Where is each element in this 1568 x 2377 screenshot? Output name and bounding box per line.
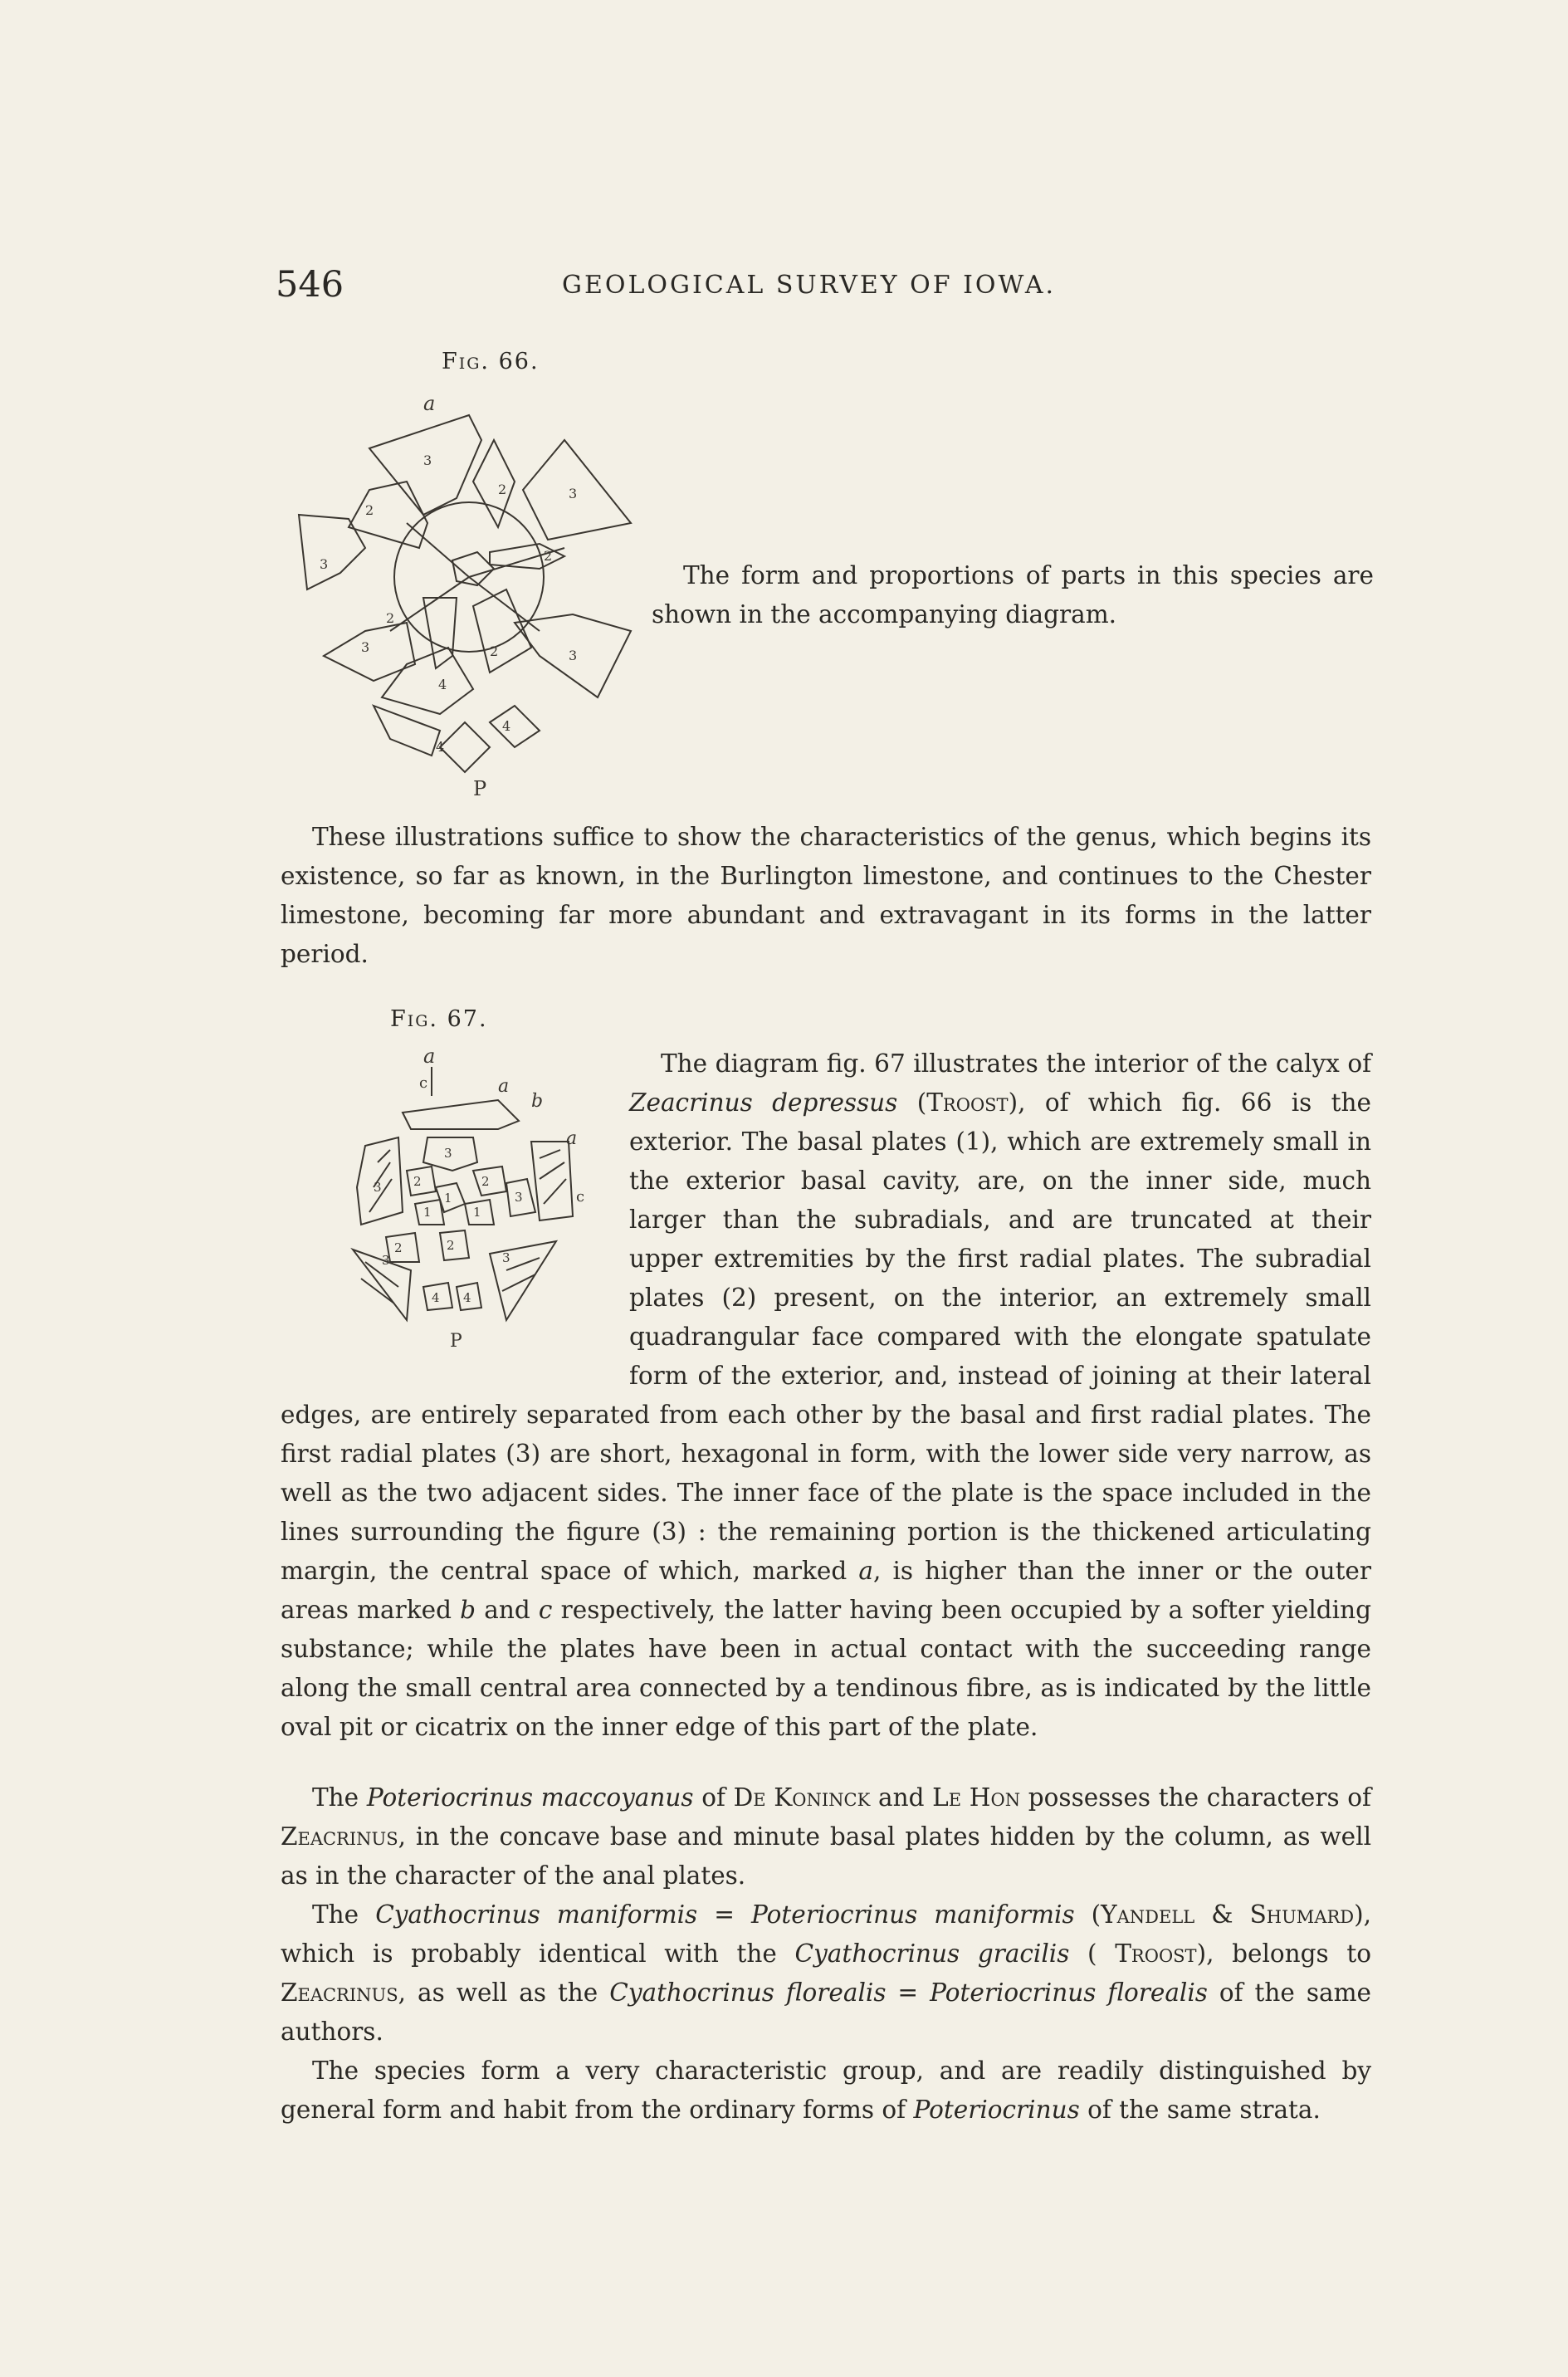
fig66-num: 3	[423, 452, 432, 468]
paragraph-1	[281, 818, 1371, 974]
fig66-caption: Fig. 66.	[442, 349, 540, 374]
fig66-label-p: P	[473, 777, 487, 800]
paragraph-4: The Cyathocrinus maniformis = Poteriocrinus maniformis (Yandell & Shumard), which is probably identical with the Cyathocrinus gracilis ( Troost), belongs to Zeacrinus, as well as the Cyathocrinus florealis = Poteriocrinus florealis of the same authors.	[281, 1900, 1372, 2046]
fig67-num: 2	[413, 1174, 422, 1189]
fig66-num: 3	[569, 648, 578, 663]
fig67-text-3: , is higher than the inner or the outer areas marked	[281, 1557, 1371, 1624]
fig66-plates	[299, 415, 631, 772]
fig67-description	[281, 1044, 1371, 1747]
fig67-text-4: and	[476, 1596, 539, 1624]
fig66-description	[652, 556, 1374, 634]
fig67-num: 4	[463, 1290, 471, 1305]
page-number: 546	[276, 264, 344, 306]
fig66-num: 4	[502, 718, 511, 734]
fig67-num: 3	[444, 1146, 452, 1161]
running-title: GEOLOGICAL SURVEY OF IOWA.	[562, 271, 1057, 300]
fig67-author-open: (	[897, 1088, 927, 1117]
fig66-num: 2	[544, 548, 553, 564]
fig67-mark-c: c	[538, 1596, 553, 1624]
fig66-num: 4	[438, 677, 447, 692]
fig67-label-c: c	[576, 1188, 585, 1206]
fig66-num: 2	[365, 502, 374, 518]
fig66-num: 2	[490, 643, 499, 659]
fig67-mark-b: b	[460, 1596, 476, 1624]
fig67-num: 3	[374, 1180, 382, 1195]
fig67-float-spacer	[281, 1044, 629, 1360]
fig67-author: Troost	[926, 1088, 1009, 1117]
fig67-num: 2	[481, 1174, 490, 1189]
fig67-label-b: b	[531, 1091, 544, 1112]
fig67-label-c: c	[419, 1074, 428, 1092]
fig67-num: 1	[473, 1205, 481, 1220]
fig67-num: 2	[447, 1238, 455, 1253]
running-header	[276, 264, 1371, 309]
fig67-num: 1	[444, 1191, 452, 1206]
fig67-num: 3	[515, 1190, 523, 1205]
fig66-num: 3	[361, 639, 370, 655]
fig67-text-2: ), of which fig. 66 is the exterior. The basal plates (1), which are extremely small in the exterior basal cavity, are, on the inner side, much larger than the subradials, and are truncated at their upper extremities by the first radial plates. The subradial plates (2) present, on the interior, an extremely small quadrangular face compared with the elongate spatulate form of the exterior, and, instead of joining at their lateral edges, are entirely separated from each other by the basal and first radial plates. The first radial plates (3) are short, hexagonal in form, with the lower side very narrow, as well as the two adjacent sides. The inner face of the plate is the space included in the lines surrounding the figure (3) : the remaining portion is the thickened articulating margin, the central space of which, marked	[281, 1088, 1371, 1585]
fig67-label-p: P	[450, 1331, 462, 1352]
fig67-num: 3	[502, 1250, 510, 1265]
paragraph-1-text: These illustrations suffice to show the characteristics of the genus, which begins its existence, so far as known, in the Burlington limestone, and continues to the Chester limestone, becoming far more abundant and extravagant in its forms in the latter period.	[281, 823, 1371, 968]
fig66-num: 3	[569, 486, 578, 501]
fig67-label-a: a	[423, 1046, 436, 1068]
fig67-num: 1	[423, 1205, 432, 1220]
fig66-num: 2	[498, 482, 507, 497]
fig66-num: 2	[386, 610, 395, 626]
closing-paragraphs	[281, 1778, 1371, 2130]
fig66-text: The form and proportions of parts in this species are shown in the accompanying diagram.	[652, 561, 1374, 628]
fig67-caption: Fig. 67.	[390, 1006, 488, 1032]
fig66-num: 4	[436, 739, 445, 755]
fig67-num: 2	[394, 1240, 403, 1255]
fig67-text-5: respectively, the latter having been occupied by a softer yielding substance; while the plates have been in actual contact with the succeeding range along the small central area connected by a tendinous fibre, as is indicated by the little oval pit or cicatrix on the inner edge of this part of the plate.	[281, 1596, 1371, 1741]
fig66-diagram	[291, 382, 656, 814]
fig67-mark-a: a	[858, 1557, 873, 1585]
fig66-num: 3	[320, 556, 329, 572]
fig67-species: Zeacrinus depressus	[629, 1088, 898, 1117]
fig67-num: 3	[382, 1253, 390, 1268]
fig67-label-a: a	[566, 1128, 578, 1149]
fig67-text-1: The diagram fig. 67 illustrates the interior of the calyx of	[661, 1049, 1371, 1078]
fig67-label-a: a	[498, 1076, 510, 1097]
paragraph-5: The species form a very characteristic group, and are readily distinguished by general form and habit from the ordinary forms of Poteriocrinus of the same strata.	[281, 2057, 1371, 2124]
fig66-label-a: a	[423, 392, 436, 415]
paragraph-3: The Poteriocrinus maccoyanus of De Koninck and Le Hon possesses the characters of Zeacrinus, in the concave base and minute basal plates hidden by the column, as well as in the character of the anal plates.	[281, 1783, 1371, 1890]
fig67-num: 4	[432, 1290, 440, 1305]
